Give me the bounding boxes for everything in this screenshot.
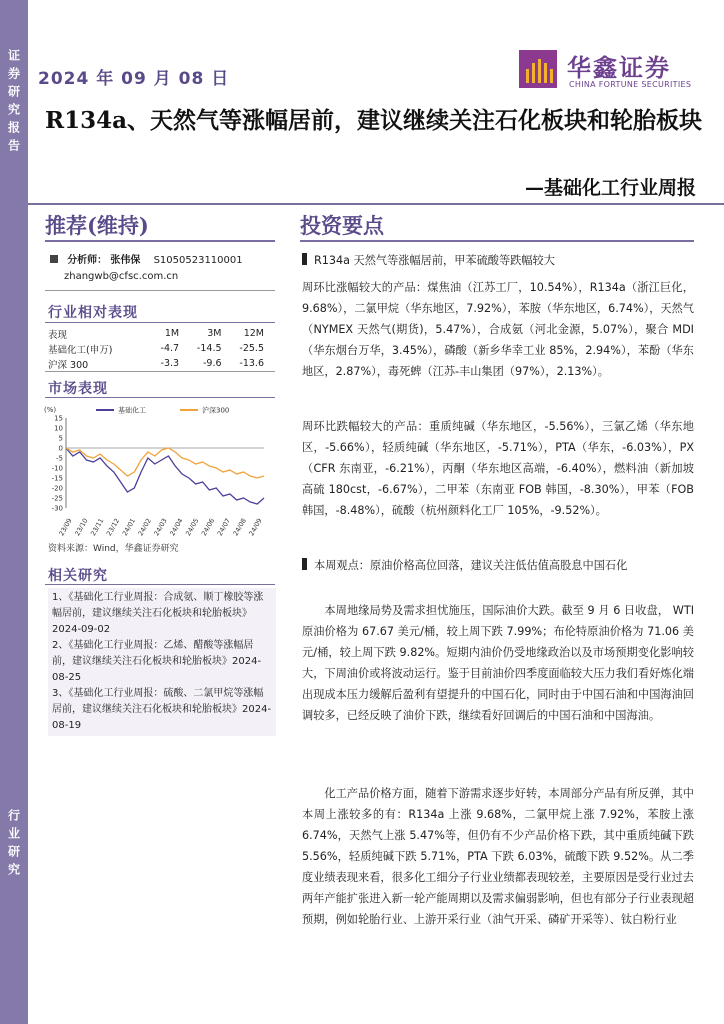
analyst-name: 张伟保 — [110, 255, 141, 266]
table-cell: -14.5 — [196, 343, 222, 354]
related-item[interactable]: 3、《基础化工行业周报：硫酸、二氯甲烷等涨幅居前，建议继续关注石化板块和轮胎板块》2024-08-19 — [52, 688, 272, 731]
table-header: 12M — [243, 328, 264, 339]
table-header: 3M — [207, 328, 222, 339]
legend-label: 基础化工 — [118, 406, 146, 415]
logo-text-cn: 华鑫证券 — [567, 54, 671, 82]
y-tick-label: -15 — [51, 474, 63, 483]
table-header: 1M — [164, 328, 180, 339]
chemical-price-paragraph: 化工产品价格方面，随着下游需求逐步好转，本周部分产品有所反弹，其中本周上涨较多的有：R134a 上涨 9.68%，二氯甲烷上涨 7.92%，苯胺上涨 6.74%，天然气上涨 5.47%等，但仍有不少产品价格下跌，其中重质纯碱下跌 5.56%，轻质纯碱下跌 5.71%，PTA 下跌 6.03%，硫酸下跌 9.52%。从二季度业绩表现来看，很多化工细分子行业业绩都表现较差，主要原因是受行业过去两年产能扩张进入新一轮产能周期以及需求偏弱影响，但也有部分子行业表现超预期，例如轮胎行业、上游开采行业（油气开采、磷矿开采等）、钛白粉行业 — [302, 787, 694, 926]
related-item[interactable]: 1、《基础化工行业周报：合成氨、顺丁橡胶等涨幅居前，建议继续关注石化板块和轮胎板块》2024-09-02 — [52, 592, 264, 635]
market-performance-chart — [40, 398, 280, 538]
report-type-label: 证券研究报告 — [6, 49, 21, 157]
performance-table — [48, 326, 268, 371]
market-heading: 市场表现 — [48, 381, 108, 397]
table-row — [48, 356, 268, 371]
table-cell: -9.6 — [202, 358, 222, 369]
report-category-label: 行业研究 — [6, 809, 21, 881]
legend-label: 沪深300 — [202, 406, 230, 415]
x-tick-label: 24/07 — [215, 517, 233, 538]
x-tick-label: 24/01 — [120, 517, 138, 538]
analyst-label: 分析师： — [67, 255, 108, 266]
performance-heading: 行业相对表现 — [48, 305, 138, 321]
investment-heading: 投资要点 — [300, 213, 384, 238]
y-tick-label: -5 — [56, 454, 63, 463]
series-line-1 — [66, 448, 264, 478]
table-header: 表现 — [48, 329, 68, 341]
logo-mark-icon — [519, 50, 557, 88]
table-cell: -13.6 — [239, 358, 264, 369]
y-tick-label: -10 — [51, 464, 63, 473]
table-divider — [45, 371, 275, 372]
header-divider — [28, 203, 724, 205]
x-tick-label: 23/09 — [57, 517, 74, 538]
x-tick-label: 24/02 — [136, 517, 153, 538]
y-tick-label: 10 — [54, 424, 63, 433]
x-tick-label: 24/08 — [231, 517, 248, 538]
related-research-list — [48, 588, 276, 736]
report-title: R134a、天然气等涨幅居前，建议继续关注石化板块和轮胎板块 — [45, 107, 703, 134]
y-tick-label: 0 — [58, 444, 63, 453]
table-row — [48, 341, 268, 356]
related-heading: 相关研究 — [48, 568, 108, 584]
chart-source: 资料来源：Wind，华鑫证券研究 — [48, 544, 179, 554]
analyst-icon — [50, 255, 58, 263]
table-cell: 沪深 300 — [48, 359, 89, 371]
oil-view-paragraph: 本周地缘局势及需求担忧施压，国际油价大跌。截至 9 月 6 日收盘， WTI 原油价格为 67.67 美元/桶，较上周下跌 7.99%；布伦特原油价格为 71.06 美元/桶，较上周下跌 9.82%。短期内油价仍受地缘政治以及市场预期变化影响较大，下周油价或将波动运行。鉴于目前油价四季度面临较大压力我们看好炼化端出现成本压力缓解后盈利有望提升的中国石化，同时由于中国石油和中国海油回调较多，已经反映了油价下跌，继续看好回调后的中国石油和中国海油。 — [302, 604, 694, 722]
x-tick-label: 23/10 — [73, 517, 90, 538]
rating-underline — [45, 240, 275, 242]
x-tick-label: 23/12 — [104, 517, 122, 538]
x-tick-label: 23/11 — [89, 517, 106, 538]
performance-underline — [45, 322, 275, 323]
key-point-2: 本周观点：原油价格高位回落，建议关注低估值高股息中国石化 — [302, 555, 694, 576]
analyst-divider — [45, 290, 275, 291]
table-cell: -25.5 — [239, 343, 264, 354]
report-date: 2024 年 09 月 08 日 — [38, 69, 230, 89]
table-cell: -3.3 — [160, 358, 180, 369]
decliners-paragraph: 周环比跌幅较大的产品：重质纯碱（华东地区，-5.56%），三氯乙烯（华东地区，-5.66%），轻质纯碱（华东地区，-5.71%），PTA（华东，-6.03%），PX（CFR 东南亚，-6.21%），丙酮（华东地区高端，-6.40%），燃料油（新加坡高硫 180cst，-6.67%），二甲苯（东南亚 FOB 韩国，-8.30%），甲苯（FOB 韩国，-8.48%），硫酸（杭州颜料化工厂 105%，-9.52%）。 — [302, 420, 694, 517]
analyst-info — [50, 253, 280, 285]
related-item[interactable]: 2、《基础化工行业周报：乙烯、醋酸等涨幅居前，建议继续关注石化板块和轮胎板块》2024-08-25 — [52, 640, 262, 683]
table-cell: 基础化工(申万) — [48, 344, 113, 356]
investment-underline — [300, 240, 694, 242]
table-cell: -4.7 — [160, 343, 180, 354]
logo-text-en: CHINA FORTUNE SECURITIES — [569, 80, 692, 89]
rating-heading: 推荐(维持) — [45, 213, 149, 238]
x-tick-label: 24/05 — [184, 517, 201, 538]
gainers-paragraph: 周环比涨幅较大的产品：煤焦油（江苏工厂，10.54%），R134a（浙江巨化，9.68%），二氯甲烷（华东地区，7.92%），苯胺（华东地区，6.74%），天然气（NYMEX 天然气(期货)，5.47%），合成氨（河北金源，5.07%），聚合 MDI（华东烟台万华，3.45%），磷酸（新乡华幸工业 85%，2.94%），苯酚（华东地区，2.87%），毒死蜱（江苏-丰山集团（97%），2.13%）。 — [302, 281, 694, 378]
related-underline — [45, 584, 275, 585]
y-axis-unit: (%) — [44, 406, 57, 414]
x-tick-label: 24/09 — [247, 517, 264, 538]
key-point-1: R134a 天然气等涨幅居前，甲苯硫酸等跌幅较大 — [302, 250, 694, 271]
analyst-email[interactable]: zhangwb@cfsc.com.cn — [64, 271, 179, 282]
x-tick-label: 24/03 — [152, 517, 169, 538]
table-header-row — [48, 326, 268, 341]
report-subtitle: —基础化工行业周报 — [524, 177, 696, 199]
y-tick-label: -20 — [51, 484, 63, 493]
x-tick-label: 24/04 — [168, 517, 185, 538]
x-tick-label: 24/06 — [199, 517, 217, 538]
company-logo — [519, 48, 695, 94]
y-tick-label: -30 — [51, 504, 63, 513]
y-tick-label: -25 — [51, 494, 63, 503]
y-tick-label: 5 — [58, 434, 63, 443]
analyst-cert: S1050523110001 — [153, 255, 243, 266]
y-tick-label: 15 — [54, 414, 63, 423]
